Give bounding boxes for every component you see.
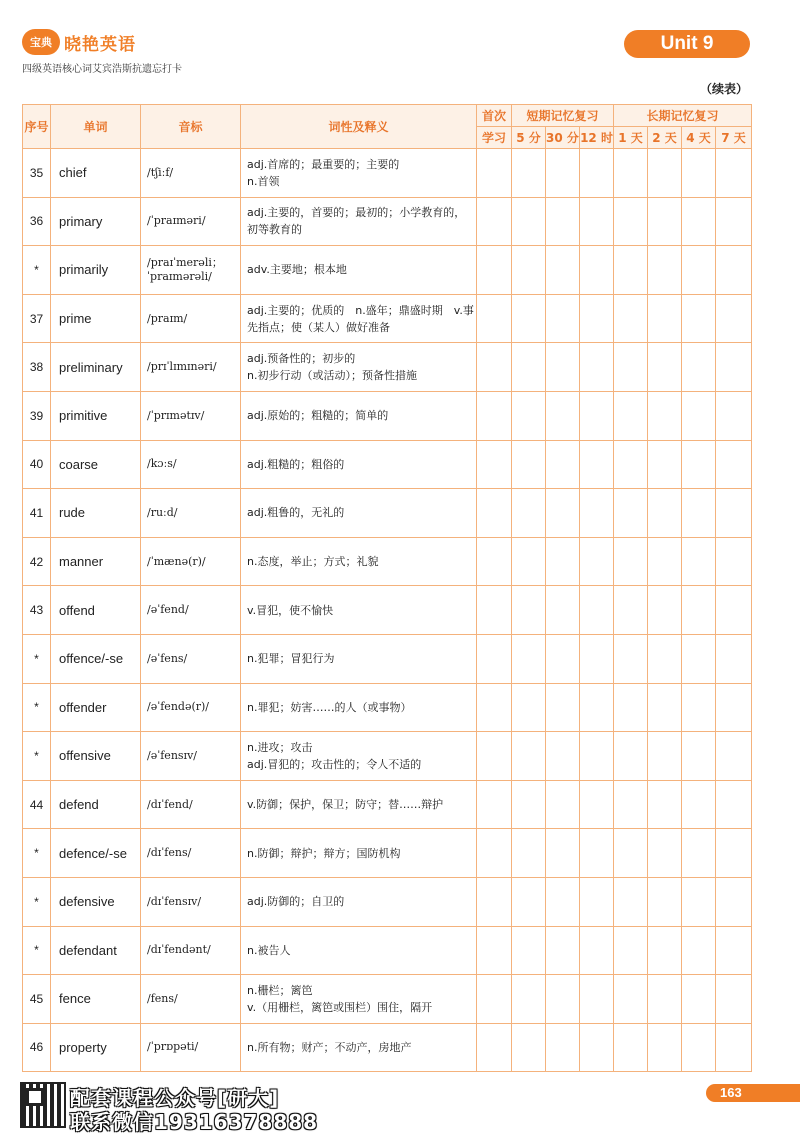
review-checkbox-cell[interactable] <box>614 489 648 538</box>
row-meaning: adj.粗糙的；粗俗的 <box>241 440 477 489</box>
review-checkbox-cell[interactable] <box>614 926 648 975</box>
review-checkbox-cell[interactable] <box>512 197 546 246</box>
page-number: 163 <box>706 1084 800 1102</box>
review-checkbox-cell[interactable] <box>648 149 682 198</box>
review-checkbox-cell[interactable] <box>648 634 682 683</box>
review-checkbox-cell[interactable] <box>477 780 512 829</box>
table-row <box>23 780 752 829</box>
row-meaning: n.犯罪；冒犯行为 <box>241 634 477 683</box>
row-index: * <box>23 877 51 926</box>
review-checkbox-cell[interactable] <box>648 780 682 829</box>
review-checkbox-cell[interactable] <box>546 246 580 295</box>
review-checkbox-cell[interactable] <box>648 391 682 440</box>
review-checkbox-cell[interactable] <box>546 440 580 489</box>
review-checkbox-cell[interactable] <box>580 877 614 926</box>
review-checkbox-cell[interactable] <box>716 732 752 781</box>
review-checkbox-cell[interactable] <box>477 1023 512 1072</box>
table-row <box>23 246 752 295</box>
row-phonetic: /əˈfendə(r)/ <box>141 683 241 732</box>
row-meaning: adj.防御的；自卫的 <box>241 877 477 926</box>
header-7day: 7 天 <box>716 127 752 149</box>
review-checkbox-cell[interactable] <box>580 197 614 246</box>
review-checkbox-cell[interactable] <box>546 489 580 538</box>
row-meaning: v.防御；保护，保卫；防守；替……辩护 <box>241 780 477 829</box>
header-first-bottom: 学习 <box>477 127 512 149</box>
review-checkbox-cell[interactable] <box>614 1023 648 1072</box>
review-checkbox-cell[interactable] <box>682 683 716 732</box>
review-checkbox-cell[interactable] <box>716 780 752 829</box>
row-index: 45 <box>23 975 51 1024</box>
review-checkbox-cell[interactable] <box>682 489 716 538</box>
row-phonetic: /ˈprɒpəti/ <box>141 1023 241 1072</box>
row-phonetic: /dɪˈfend/ <box>141 780 241 829</box>
review-checkbox-cell[interactable] <box>682 537 716 586</box>
row-index: 41 <box>23 489 51 538</box>
review-checkbox-cell[interactable] <box>512 975 546 1024</box>
qr-code-icon <box>20 1082 66 1128</box>
review-checkbox-cell[interactable] <box>580 489 614 538</box>
review-checkbox-cell[interactable] <box>477 683 512 732</box>
row-word: prime <box>51 294 141 343</box>
review-checkbox-cell[interactable] <box>477 926 512 975</box>
review-checkbox-cell[interactable] <box>580 294 614 343</box>
review-checkbox-cell[interactable] <box>716 294 752 343</box>
row-phonetic: /kɔːs/ <box>141 440 241 489</box>
row-index: 35 <box>23 149 51 198</box>
review-checkbox-cell[interactable] <box>614 634 648 683</box>
table-row <box>23 732 752 781</box>
review-checkbox-cell[interactable] <box>512 683 546 732</box>
review-checkbox-cell[interactable] <box>716 537 752 586</box>
row-word: manner <box>51 537 141 586</box>
review-checkbox-cell[interactable] <box>614 440 648 489</box>
header-12h: 12 时 <box>580 127 614 149</box>
review-checkbox-cell[interactable] <box>648 877 682 926</box>
review-checkbox-cell[interactable] <box>682 343 716 392</box>
row-index: 38 <box>23 343 51 392</box>
review-checkbox-cell[interactable] <box>512 1023 546 1072</box>
review-checkbox-cell[interactable] <box>648 537 682 586</box>
table-row <box>23 975 752 1024</box>
review-checkbox-cell[interactable] <box>614 877 648 926</box>
review-checkbox-cell[interactable] <box>682 586 716 635</box>
row-meaning: adj.原始的；粗糙的；简单的 <box>241 391 477 440</box>
row-meaning: v.冒犯，使不愉快 <box>241 586 477 635</box>
review-checkbox-cell[interactable] <box>648 1023 682 1072</box>
review-checkbox-cell[interactable] <box>477 586 512 635</box>
row-index: 40 <box>23 440 51 489</box>
header-first-top: 首次 <box>477 105 512 127</box>
row-index: 37 <box>23 294 51 343</box>
review-checkbox-cell[interactable] <box>682 780 716 829</box>
review-checkbox-cell[interactable] <box>580 634 614 683</box>
row-word: preliminary <box>51 343 141 392</box>
table-row <box>23 294 752 343</box>
vocabulary-table <box>22 104 752 1072</box>
review-checkbox-cell[interactable] <box>716 197 752 246</box>
review-checkbox-cell[interactable] <box>477 440 512 489</box>
review-checkbox-cell[interactable] <box>512 489 546 538</box>
review-checkbox-cell[interactable] <box>648 975 682 1024</box>
review-checkbox-cell[interactable] <box>716 634 752 683</box>
row-meaning: n.罪犯；妨害……的人（或事物） <box>241 683 477 732</box>
review-checkbox-cell[interactable] <box>477 732 512 781</box>
review-checkbox-cell[interactable] <box>477 246 512 295</box>
row-meaning: n.进攻；攻击 adj.冒犯的；攻击性的；令人不适的 <box>241 732 477 781</box>
row-phonetic: /ˈmænə(r)/ <box>141 537 241 586</box>
page-footer <box>0 1076 800 1142</box>
row-phonetic: /əˈfens/ <box>141 634 241 683</box>
row-phonetic: /dɪˈfendənt/ <box>141 926 241 975</box>
review-checkbox-cell[interactable] <box>614 732 648 781</box>
review-checkbox-cell[interactable] <box>716 391 752 440</box>
review-checkbox-cell[interactable] <box>580 975 614 1024</box>
review-checkbox-cell[interactable] <box>580 343 614 392</box>
row-index: * <box>23 829 51 878</box>
header-5min: 5 分 <box>512 127 546 149</box>
review-checkbox-cell[interactable] <box>512 877 546 926</box>
review-checkbox-cell[interactable] <box>580 537 614 586</box>
row-index: * <box>23 683 51 732</box>
review-checkbox-cell[interactable] <box>648 829 682 878</box>
review-checkbox-cell[interactable] <box>512 780 546 829</box>
review-checkbox-cell[interactable] <box>682 294 716 343</box>
row-meaning: adj.主要的，首要的；最初的；小学教育的，初等教育的 <box>241 197 477 246</box>
header-2day: 2 天 <box>648 127 682 149</box>
review-checkbox-cell[interactable] <box>682 391 716 440</box>
review-checkbox-cell[interactable] <box>716 829 752 878</box>
review-checkbox-cell[interactable] <box>648 294 682 343</box>
row-phonetic: /əˈfend/ <box>141 586 241 635</box>
row-phonetic: /ˈpraɪməri/ <box>141 197 241 246</box>
row-index: 44 <box>23 780 51 829</box>
review-checkbox-cell[interactable] <box>512 391 546 440</box>
table-row <box>23 489 752 538</box>
row-word: primary <box>51 197 141 246</box>
review-checkbox-cell[interactable] <box>682 197 716 246</box>
review-checkbox-cell[interactable] <box>648 926 682 975</box>
review-checkbox-cell[interactable] <box>614 343 648 392</box>
row-phonetic: /ˈprɪmətɪv/ <box>141 391 241 440</box>
row-meaning: n.栅栏；篱笆 v.（用栅栏，篱笆或围栏）围住，隔开 <box>241 975 477 1024</box>
review-checkbox-cell[interactable] <box>512 246 546 295</box>
review-checkbox-cell[interactable] <box>546 294 580 343</box>
row-phonetic: /dɪˈfensɪv/ <box>141 877 241 926</box>
row-meaning: adj.粗鲁的，无礼的 <box>241 489 477 538</box>
review-checkbox-cell[interactable] <box>716 926 752 975</box>
review-checkbox-cell[interactable] <box>512 149 546 198</box>
review-checkbox-cell[interactable] <box>716 683 752 732</box>
review-checkbox-cell[interactable] <box>546 732 580 781</box>
review-checkbox-cell[interactable] <box>546 975 580 1024</box>
promo-line-1: 配套课程公众号[研大] <box>70 1086 280 1110</box>
review-checkbox-cell[interactable] <box>682 829 716 878</box>
header-long-term: 长期记忆复习 <box>614 105 752 127</box>
row-phonetic: /praɪm/ <box>141 294 241 343</box>
review-checkbox-cell[interactable] <box>580 246 614 295</box>
header-short-term: 短期记忆复习 <box>512 105 614 127</box>
review-checkbox-cell[interactable] <box>512 732 546 781</box>
logo-badge-icon: 宝典 <box>22 29 60 55</box>
row-index: 43 <box>23 586 51 635</box>
row-index: 42 <box>23 537 51 586</box>
row-meaning: adv.主要地；根本地 <box>241 246 477 295</box>
review-checkbox-cell[interactable] <box>648 197 682 246</box>
review-checkbox-cell[interactable] <box>614 149 648 198</box>
header-phonetic: 音标 <box>141 105 241 149</box>
review-checkbox-cell[interactable] <box>512 294 546 343</box>
review-checkbox-cell[interactable] <box>682 1023 716 1072</box>
review-checkbox-cell[interactable] <box>580 732 614 781</box>
review-checkbox-cell[interactable] <box>580 391 614 440</box>
row-word: defensive <box>51 877 141 926</box>
review-checkbox-cell[interactable] <box>477 634 512 683</box>
review-checkbox-cell[interactable] <box>682 975 716 1024</box>
row-phonetic: /fens/ <box>141 975 241 1024</box>
review-checkbox-cell[interactable] <box>580 1023 614 1072</box>
continued-label: （续表） <box>699 82 748 96</box>
row-word: defence/-se <box>51 829 141 878</box>
review-checkbox-cell[interactable] <box>648 440 682 489</box>
row-word: rude <box>51 489 141 538</box>
review-checkbox-cell[interactable] <box>648 586 682 635</box>
table-row <box>23 391 752 440</box>
review-checkbox-cell[interactable] <box>614 246 648 295</box>
row-index: * <box>23 634 51 683</box>
review-checkbox-cell[interactable] <box>477 829 512 878</box>
table-row <box>23 197 752 246</box>
review-checkbox-cell[interactable] <box>648 683 682 732</box>
review-checkbox-cell[interactable] <box>546 683 580 732</box>
review-checkbox-cell[interactable] <box>682 246 716 295</box>
table-row <box>23 877 752 926</box>
review-checkbox-cell[interactable] <box>682 926 716 975</box>
review-checkbox-cell[interactable] <box>512 634 546 683</box>
review-checkbox-cell[interactable] <box>546 149 580 198</box>
row-word: offend <box>51 586 141 635</box>
row-index: 39 <box>23 391 51 440</box>
row-meaning: n.防御；辩护；辩方；国防机构 <box>241 829 477 878</box>
review-checkbox-cell[interactable] <box>477 197 512 246</box>
review-checkbox-cell[interactable] <box>580 926 614 975</box>
review-checkbox-cell[interactable] <box>546 537 580 586</box>
unit-badge: Unit 9 <box>624 30 750 58</box>
review-checkbox-cell[interactable] <box>546 197 580 246</box>
row-phonetic: /ruːd/ <box>141 489 241 538</box>
header-4day: 4 天 <box>682 127 716 149</box>
row-phonetic: /praɪˈmerəli； ˈpraɪmərəli/ <box>141 246 241 295</box>
row-word: fence <box>51 975 141 1024</box>
header-meaning: 词性及释义 <box>241 105 477 149</box>
row-phonetic: /əˈfensɪv/ <box>141 732 241 781</box>
row-index: * <box>23 926 51 975</box>
table-row <box>23 634 752 683</box>
review-checkbox-cell[interactable] <box>477 489 512 538</box>
logo-text: 晓艳英语 <box>64 34 136 55</box>
review-checkbox-cell[interactable] <box>682 149 716 198</box>
review-checkbox-cell[interactable] <box>716 1023 752 1072</box>
table-row <box>23 829 752 878</box>
table-row <box>23 149 752 198</box>
review-checkbox-cell[interactable] <box>477 343 512 392</box>
review-checkbox-cell[interactable] <box>580 440 614 489</box>
brand-logo <box>22 28 136 56</box>
review-checkbox-cell[interactable] <box>716 586 752 635</box>
row-meaning: adj.首席的；最重要的；主要的 n.首领 <box>241 149 477 198</box>
review-checkbox-cell[interactable] <box>614 391 648 440</box>
header-word: 单词 <box>51 105 141 149</box>
row-meaning: adj.主要的；优质的 n.盛年；鼎盛时期 v.事先指点；使（某人）做好准备 <box>241 294 477 343</box>
review-checkbox-cell[interactable] <box>477 294 512 343</box>
row-index: 36 <box>23 197 51 246</box>
page-header <box>0 0 800 96</box>
review-checkbox-cell[interactable] <box>546 780 580 829</box>
table-row <box>23 926 752 975</box>
review-checkbox-cell[interactable] <box>716 343 752 392</box>
review-checkbox-cell[interactable] <box>546 343 580 392</box>
review-checkbox-cell[interactable] <box>648 489 682 538</box>
review-checkbox-cell[interactable] <box>546 877 580 926</box>
table-row <box>23 537 752 586</box>
row-word: primitive <box>51 391 141 440</box>
review-checkbox-cell[interactable] <box>682 877 716 926</box>
row-phonetic: /dɪˈfens/ <box>141 829 241 878</box>
row-word: offence/-se <box>51 634 141 683</box>
row-word: chief <box>51 149 141 198</box>
review-checkbox-cell[interactable] <box>648 246 682 295</box>
row-word: defendant <box>51 926 141 975</box>
table-row <box>23 683 752 732</box>
review-checkbox-cell[interactable] <box>716 489 752 538</box>
review-checkbox-cell[interactable] <box>614 780 648 829</box>
table-row <box>23 440 752 489</box>
table-row <box>23 586 752 635</box>
review-checkbox-cell[interactable] <box>614 829 648 878</box>
review-checkbox-cell[interactable] <box>614 683 648 732</box>
review-checkbox-cell[interactable] <box>512 537 546 586</box>
review-checkbox-cell[interactable] <box>477 391 512 440</box>
review-checkbox-cell[interactable] <box>512 829 546 878</box>
review-checkbox-cell[interactable] <box>614 586 648 635</box>
review-checkbox-cell[interactable] <box>477 877 512 926</box>
review-checkbox-cell[interactable] <box>512 343 546 392</box>
review-checkbox-cell[interactable] <box>580 149 614 198</box>
row-meaning: n.态度，举止；方式；礼貌 <box>241 537 477 586</box>
review-checkbox-cell[interactable] <box>546 926 580 975</box>
header-30min: 30 分 <box>546 127 580 149</box>
review-checkbox-cell[interactable] <box>580 829 614 878</box>
table-row <box>23 343 752 392</box>
review-checkbox-cell[interactable] <box>546 634 580 683</box>
review-checkbox-cell[interactable] <box>546 1023 580 1072</box>
row-meaning: adj.预备性的；初步的 n.初步行动（或活动）；预备性措施 <box>241 343 477 392</box>
row-meaning: n.被告人 <box>241 926 477 975</box>
review-checkbox-cell[interactable] <box>614 197 648 246</box>
review-checkbox-cell[interactable] <box>546 829 580 878</box>
row-index: * <box>23 246 51 295</box>
review-checkbox-cell[interactable] <box>682 440 716 489</box>
header-1day: 1 天 <box>614 127 648 149</box>
review-checkbox-cell[interactable] <box>546 391 580 440</box>
review-checkbox-cell[interactable] <box>614 975 648 1024</box>
review-checkbox-cell[interactable] <box>580 586 614 635</box>
row-index: 46 <box>23 1023 51 1072</box>
row-phonetic: /tʃiːf/ <box>141 149 241 198</box>
row-phonetic: /prɪˈlɪmɪnəri/ <box>141 343 241 392</box>
row-word: primarily <box>51 246 141 295</box>
review-checkbox-cell[interactable] <box>477 537 512 586</box>
row-index: * <box>23 732 51 781</box>
review-checkbox-cell[interactable] <box>614 537 648 586</box>
review-checkbox-cell[interactable] <box>716 975 752 1024</box>
review-checkbox-cell[interactable] <box>477 975 512 1024</box>
book-subtitle: 四级英语核心词艾宾浩斯抗遗忘打卡 <box>22 64 182 75</box>
review-checkbox-cell[interactable] <box>614 294 648 343</box>
row-meaning: n.所有物；财产；不动产，房地产 <box>241 1023 477 1072</box>
review-checkbox-cell[interactable] <box>648 732 682 781</box>
review-checkbox-cell[interactable] <box>716 440 752 489</box>
review-checkbox-cell[interactable] <box>580 683 614 732</box>
review-checkbox-cell[interactable] <box>546 586 580 635</box>
table-row <box>23 1023 752 1072</box>
row-word: offender <box>51 683 141 732</box>
review-checkbox-cell[interactable] <box>512 926 546 975</box>
review-checkbox-cell[interactable] <box>716 877 752 926</box>
review-checkbox-cell[interactable] <box>477 149 512 198</box>
row-word: defend <box>51 780 141 829</box>
review-checkbox-cell[interactable] <box>716 246 752 295</box>
review-checkbox-cell[interactable] <box>580 780 614 829</box>
review-checkbox-cell[interactable] <box>512 586 546 635</box>
review-checkbox-cell[interactable] <box>512 440 546 489</box>
header-index: 序号 <box>23 105 51 149</box>
promo-line-2: 联系微信19316378888 <box>70 1110 319 1134</box>
review-checkbox-cell[interactable] <box>682 732 716 781</box>
review-checkbox-cell[interactable] <box>648 343 682 392</box>
review-checkbox-cell[interactable] <box>716 149 752 198</box>
row-word: property <box>51 1023 141 1072</box>
row-word: coarse <box>51 440 141 489</box>
review-checkbox-cell[interactable] <box>682 634 716 683</box>
row-word: offensive <box>51 732 141 781</box>
